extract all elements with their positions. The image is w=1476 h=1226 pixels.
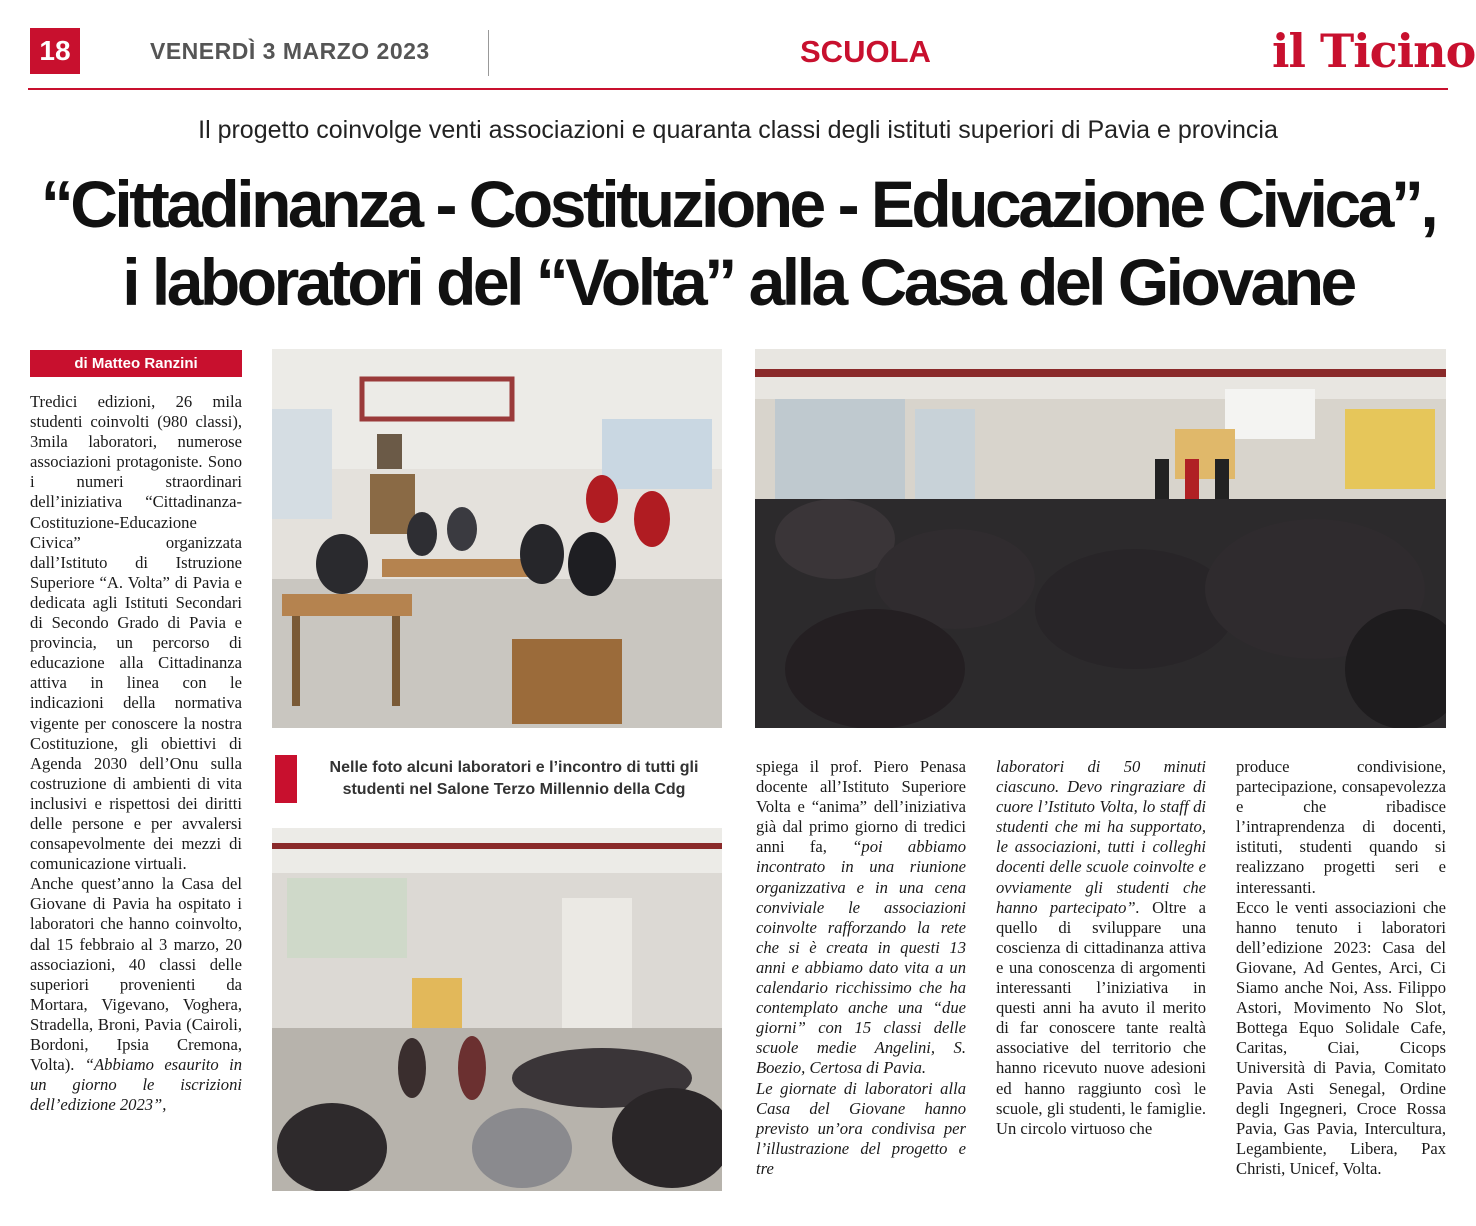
- issue-date: VENERDÌ 3 MARZO 2023: [150, 38, 430, 64]
- photo-assembly-hall: [755, 349, 1446, 728]
- headline-line-2: i laboratori del “Volta” alla Casa del Giovane: [122, 245, 1354, 319]
- header-rule: [28, 88, 1448, 90]
- quote-text: Le giornate di laboratori alla Casa del Giovane hanno previsto un’ora condivisa per l’illustrazione del progetto e tre: [756, 1078, 966, 1178]
- paragraph: produce condivisione, partecipazione, consapevolezza e che ribadisce l’intraprendenza di docenti, istituti, studenti quando si realizzano progetti seri e interessanti.: [1236, 757, 1446, 897]
- paragraph: [756, 757, 966, 1079]
- article-headline: [20, 165, 1456, 321]
- paragraph: [756, 1079, 966, 1179]
- section-title: SCUOLA: [800, 34, 931, 69]
- paragraph: [996, 757, 1206, 1139]
- caption-marker: [275, 755, 297, 803]
- quote-text: laboratori di 50 minuti ciascuno. Devo ringraziare di cuore l’Istituto Volta, lo staff di studenti che mi ha supportato, le associazioni, tutti i colleghi docenti delle scuole coinvolte e ovviamente gli studenti che hanno partecipato”.: [996, 757, 1206, 917]
- headline-line-1: “Cittadinanza - Costituzione - Educazione Civica”,: [40, 167, 1436, 241]
- photo-workshop-image: [272, 828, 722, 1191]
- article-kicker: Il progetto coinvolge venti associazioni e quaranta classi degli istituti superiori di Pavia e provincia: [198, 116, 1278, 144]
- page-number: 18: [30, 28, 80, 74]
- quote-text: “Abbiamo esaurito in un giorno le iscrizioni dell’edizione 2023”,: [30, 1055, 242, 1115]
- masthead-logo: il Ticino: [1272, 24, 1476, 78]
- photo-classroom-lab: [272, 349, 722, 728]
- paragraph: Ecco le venti associazioni che hanno tenuto i laboratori dell’edizione 2023: Casa del Giovane, Ad Gentes, Arci, Ci Siamo anche Noi, Ass. Filippo Astori, Movimento No Slot, Bottega Equo Solidale Cafe, Caritas, Ciai, Cicops Università di Pavia, Comitato Pavia Asti Senegal, Ordine degli Ingegneri, Croce Rossa Pavia, Gas Pavia, Intercultura, Legambiente, Libera, Pax Christi, Unicef, Volta.: [1236, 897, 1446, 1178]
- paragraph: [30, 874, 242, 1115]
- paragraph-text: Oltre a quello di sviluppare una coscienza di cittadinanza attiva e una conoscenza di argomenti interessanti l’iniziativa in questi anni ha avuto il merito di far conoscere tante realtà associative del territorio che hanno ricevuto nuove adesioni ed hanno raggiunto così le scuole, gli studenti, le famiglie. Un circolo virtuoso che: [996, 897, 1207, 1138]
- header-divider: [488, 30, 489, 76]
- text-column-4: [996, 757, 1206, 1139]
- paragraph-text: Anche quest’anno la Casa del Giovane di Pavia ha ospitato i laboratori che hanno coinvolto, dal 15 febbraio al 3 marzo, 20 associazioni, 40 classi delle superiori provenienti da Mortara, Vigevano, Voghera, Stradella, Broni, Pavia (Cairoli, Bordoni, Ipsia Cremona, Volta).: [30, 874, 242, 1075]
- quote-text: “poi abbiamo incontrato in una riunione organizzativa e in una cena conviviale le associazioni coinvolte rafforzando la rete che si è creata in questi 13 anni e abbiamo dato vita a un calendario ricchissimo che ha contemplato anche una “due giorni” con 15 classi delle scuole medie Angelini, S. Boezio, Certosa di Pavia.: [756, 837, 966, 1078]
- photo-classroom-image: [272, 349, 722, 728]
- text-column-5: [1236, 757, 1446, 1179]
- paragraph-text: spiega il prof. Piero Penasa docente all’Istituto Superiore Volta e “anima” dell’iniziativa già dal primo giorno di tredici anni fa,: [756, 757, 966, 857]
- text-column-1: [30, 392, 242, 1115]
- photo-workshop: [272, 828, 722, 1191]
- paragraph: Tredici edizioni, 26 mila studenti coinvolti (980 classi), 3mila laboratori, numerose associazioni protagoniste. Sono i numeri straordinari dell’iniziativa “Cittadinanza-Costituzione-Educazione Civica” organizzata dall’Istituto di Istruzione Superiore “A. Volta” di Pavia e dedicata agli Istituti Secondari di Secondo Grado di Pavia e provincia, un percorso di educazione alla Cittadinanza attiva in linea con le indicazioni della normativa vigente per conoscere la nostra Costituzione, gli obiettivi di Agenda 2030 dell’Onu sulla costruzione di ambienti di vita inclusivi e rispettosi dei diritti delle persone e per avvalersi consapevolmente dei mezzi di comunicazione virtuali.: [30, 392, 242, 874]
- photo-assembly-image: [755, 349, 1446, 728]
- byline: di Matteo Ranzini: [30, 350, 242, 377]
- photo-caption: Nelle foto alcuni laboratori e l’incontro di tutti gli studenti nel Salone Terzo Millennio della Cdg: [329, 759, 699, 798]
- text-column-3: [756, 757, 966, 1179]
